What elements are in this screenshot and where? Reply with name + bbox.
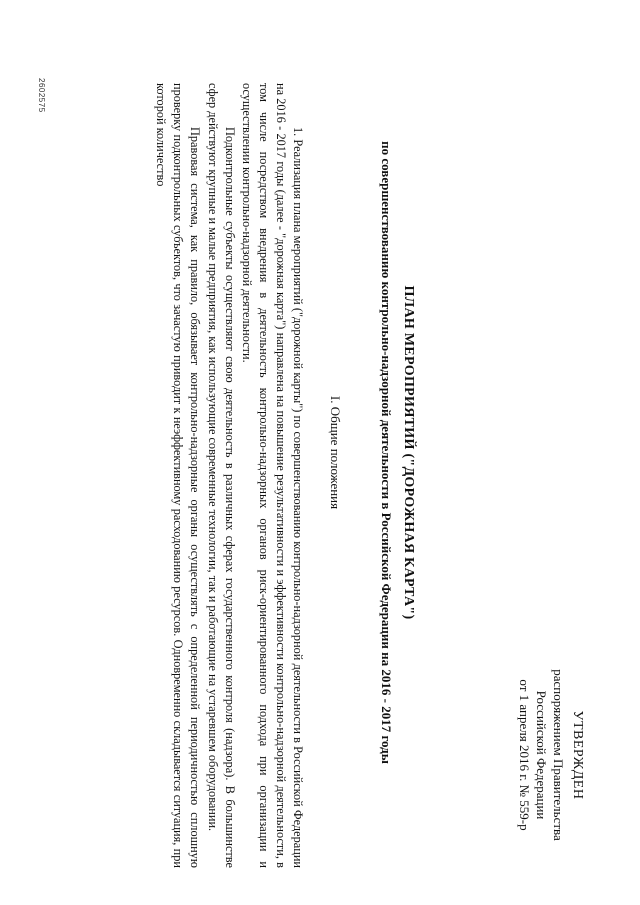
- paragraph: Правовая система, как правило, обязывает контрольно-надзорные органы осуществлять с определенной периодичностью сплошную проверку подконтрольных субъектов, что зачастую приводит к неэффективному расходованию ресурсов. Одновременно складывается ситуация, при которой количество: [154, 83, 203, 868]
- approval-line: Российской Федерации: [534, 690, 549, 820]
- approval-line: от 1 апреля 2016 г. № 559-р: [517, 679, 532, 831]
- paragraph: 1. Реализация плана мероприятий ("дорожной карты") по совершенствованию контрольно-надзорной деятельности в Российской Федерации на 2016 - 2017 годы (далее - "дорожная карта") направлена на повышение результативности и эффективности контрольно-надзорной деятельности, в том числе посредством внедрения в деятельность контрольно-надзорных органов риск-ориентированного подхода при организации и осуществлении контрольно-надзорной деятельности.: [239, 83, 305, 868]
- plan-title: ПЛАН МЕРОПРИЯТИЙ ("ДОРОЖНАЯ КАРТА"): [401, 285, 416, 620]
- paragraph: Подконтрольные субъекты осуществляют свою деятельность в различных сферах государственного контроля (надзора). В большинстве сфер действуют крупные и малые предприятия, как использующие современные технологии, так и работающие на устаревшем оборудовании.: [205, 83, 237, 868]
- approval-title: УТВЕРЖДЕН: [570, 710, 585, 800]
- plan-subtitle: по совершенствованию контрольно-надзорной деятельности в Российской Федерации на 2016 - 2017 годы: [379, 141, 394, 764]
- document-body: [152, 83, 306, 868]
- approval-line: распоряжением Правительства: [551, 669, 566, 841]
- section-heading: I. Общие положения: [328, 395, 343, 510]
- document-code: 2602575: [37, 78, 46, 113]
- approval-block: [516, 640, 586, 870]
